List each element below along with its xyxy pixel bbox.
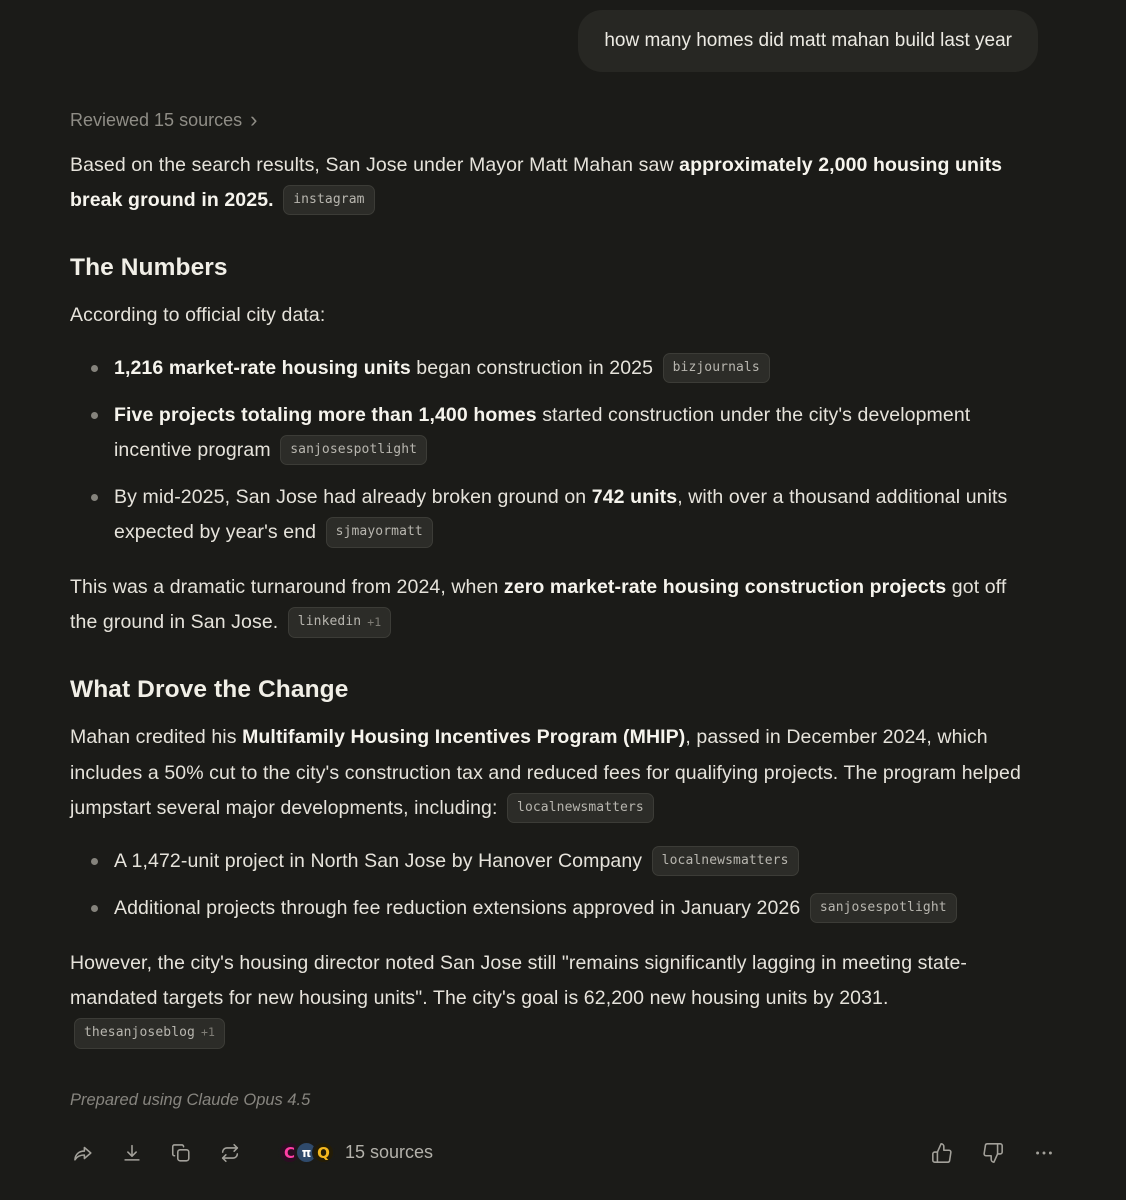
paragraph	[70, 570, 1032, 640]
model-attribution: Prepared using Claude Opus 4.5	[70, 1091, 311, 1110]
section-heading: What Drove the Change	[70, 676, 349, 704]
source-badge-label: sanjosespotlight	[819, 899, 947, 915]
text: got off the ground in San Jose.	[70, 576, 1007, 634]
source-badge-label: thesanjoseblog	[84, 1025, 195, 1041]
source-badge-label: instagram	[293, 191, 365, 207]
paragraph	[70, 148, 1032, 218]
text	[274, 189, 280, 211]
source-badge-extra-count: +1	[367, 614, 382, 629]
ellipsis-icon	[1033, 1142, 1055, 1164]
source-favicons[interactable]	[278, 1141, 335, 1164]
source-badge[interactable]	[507, 793, 654, 823]
copy-icon	[170, 1142, 192, 1164]
source-badge-extra-count: +1	[200, 1025, 216, 1040]
text: Additional projects through fee reduction extensions approved in January 2026	[114, 896, 806, 919]
chevron-right-icon: ›	[250, 106, 258, 132]
text: started construction under the city's development incentive program	[114, 403, 971, 462]
list-item	[70, 351, 1032, 386]
text: However, the city's housing director noted San Jose still "remains significantly lagging in meeting state-mandated targets for new housing units". The city's goal is 62,200 new housing units by 2031.	[70, 951, 968, 1010]
source-badge-label: localnewsmatters	[517, 799, 644, 815]
reviewed-sources-label: Reviewed 15 sources	[70, 110, 243, 131]
thumbs-down-button[interactable]	[980, 1140, 1005, 1165]
list-item	[70, 891, 1032, 926]
source-badge[interactable]	[663, 353, 770, 383]
retry-icon	[219, 1142, 241, 1164]
source-badge[interactable]	[326, 517, 433, 547]
source-badge-label: sjmayormatt	[335, 524, 423, 540]
paragraph	[70, 946, 1032, 1051]
source-badge-label: bizjournals	[672, 359, 760, 375]
reviewed-sources-toggle[interactable]	[70, 106, 258, 132]
download-button[interactable]	[119, 1140, 144, 1165]
source-badge[interactable]	[652, 846, 799, 876]
bold-text: 1,216 market-rate housing units	[114, 356, 411, 379]
text: , with over a thousand additional units expected by year's end	[114, 486, 1008, 544]
share-button[interactable]	[70, 1140, 95, 1165]
bold-text: approximately 2,000 housing units break ground in 2025.	[70, 153, 1003, 211]
share-icon	[72, 1142, 94, 1164]
source-badge-label: sanjosespotlight	[290, 442, 418, 458]
copy-button[interactable]	[168, 1140, 193, 1165]
retry-button[interactable]	[217, 1140, 242, 1165]
bullet-list	[70, 844, 1032, 926]
answer-content	[70, 148, 1032, 1052]
source-badge[interactable]	[283, 185, 374, 215]
paragraph	[70, 720, 1032, 825]
text: Mahan credited his	[70, 726, 243, 749]
text: began construction in 2025	[410, 356, 659, 379]
source-badge[interactable]	[280, 435, 427, 465]
assistant-response	[0, 72, 1126, 1166]
source-badge-label: linkedin	[297, 614, 362, 630]
text: Based on the search results, San Jose under Mayor Matt Mahan saw	[70, 153, 680, 176]
bold-text: Multifamily Housing Incentives Program (MHIP)	[242, 726, 686, 749]
user-message-row	[0, 0, 1126, 72]
thumbs-down-icon	[982, 1142, 1004, 1164]
text: This was a dramatic turnaround from 2024, when	[70, 576, 504, 599]
source-badge-label: localnewsmatters	[661, 852, 789, 868]
source-badge[interactable]	[288, 607, 391, 637]
user-message-text: how many homes did matt mahan build last year	[604, 30, 1012, 51]
user-message-bubble	[578, 10, 1038, 72]
more-options-button[interactable]	[1031, 1140, 1056, 1165]
source-badge[interactable]	[74, 1018, 225, 1048]
thumbs-up-icon	[931, 1142, 953, 1164]
bold-text: 742 units	[591, 486, 678, 509]
source-badge[interactable]	[810, 893, 957, 923]
list-item	[70, 398, 1032, 468]
paragraph	[70, 298, 1032, 333]
section-heading: The Numbers	[70, 253, 228, 281]
text: A 1,472-unit project in North San Jose by Hanover Company	[114, 849, 648, 872]
text: By mid-2025, San Jose had already broken ground on	[114, 486, 592, 509]
sources-count[interactable]: 15 sources	[345, 1142, 434, 1163]
download-icon	[121, 1142, 143, 1164]
feedback-actions	[903, 1140, 1056, 1165]
thumbs-up-button[interactable]	[929, 1140, 954, 1165]
bold-text: zero market-rate housing construction projects	[503, 576, 947, 599]
source-favicon: Q	[312, 1141, 335, 1164]
message-action-bar	[70, 1140, 1056, 1165]
bold-text: Five projects totaling more than 1,400 homes	[114, 403, 537, 426]
text: , passed in December 2024, which includes a 50% cut to the city's construction tax and reduced fees for qualifying projects. The program helped jumpstart several major developments, including:	[70, 726, 1021, 819]
list-item	[70, 844, 1032, 879]
list-item	[70, 480, 1032, 550]
source-favicon: C	[278, 1141, 301, 1164]
bullet-list	[70, 351, 1032, 550]
source-favicon: π	[295, 1141, 318, 1164]
text: According to official city data:	[70, 303, 326, 326]
